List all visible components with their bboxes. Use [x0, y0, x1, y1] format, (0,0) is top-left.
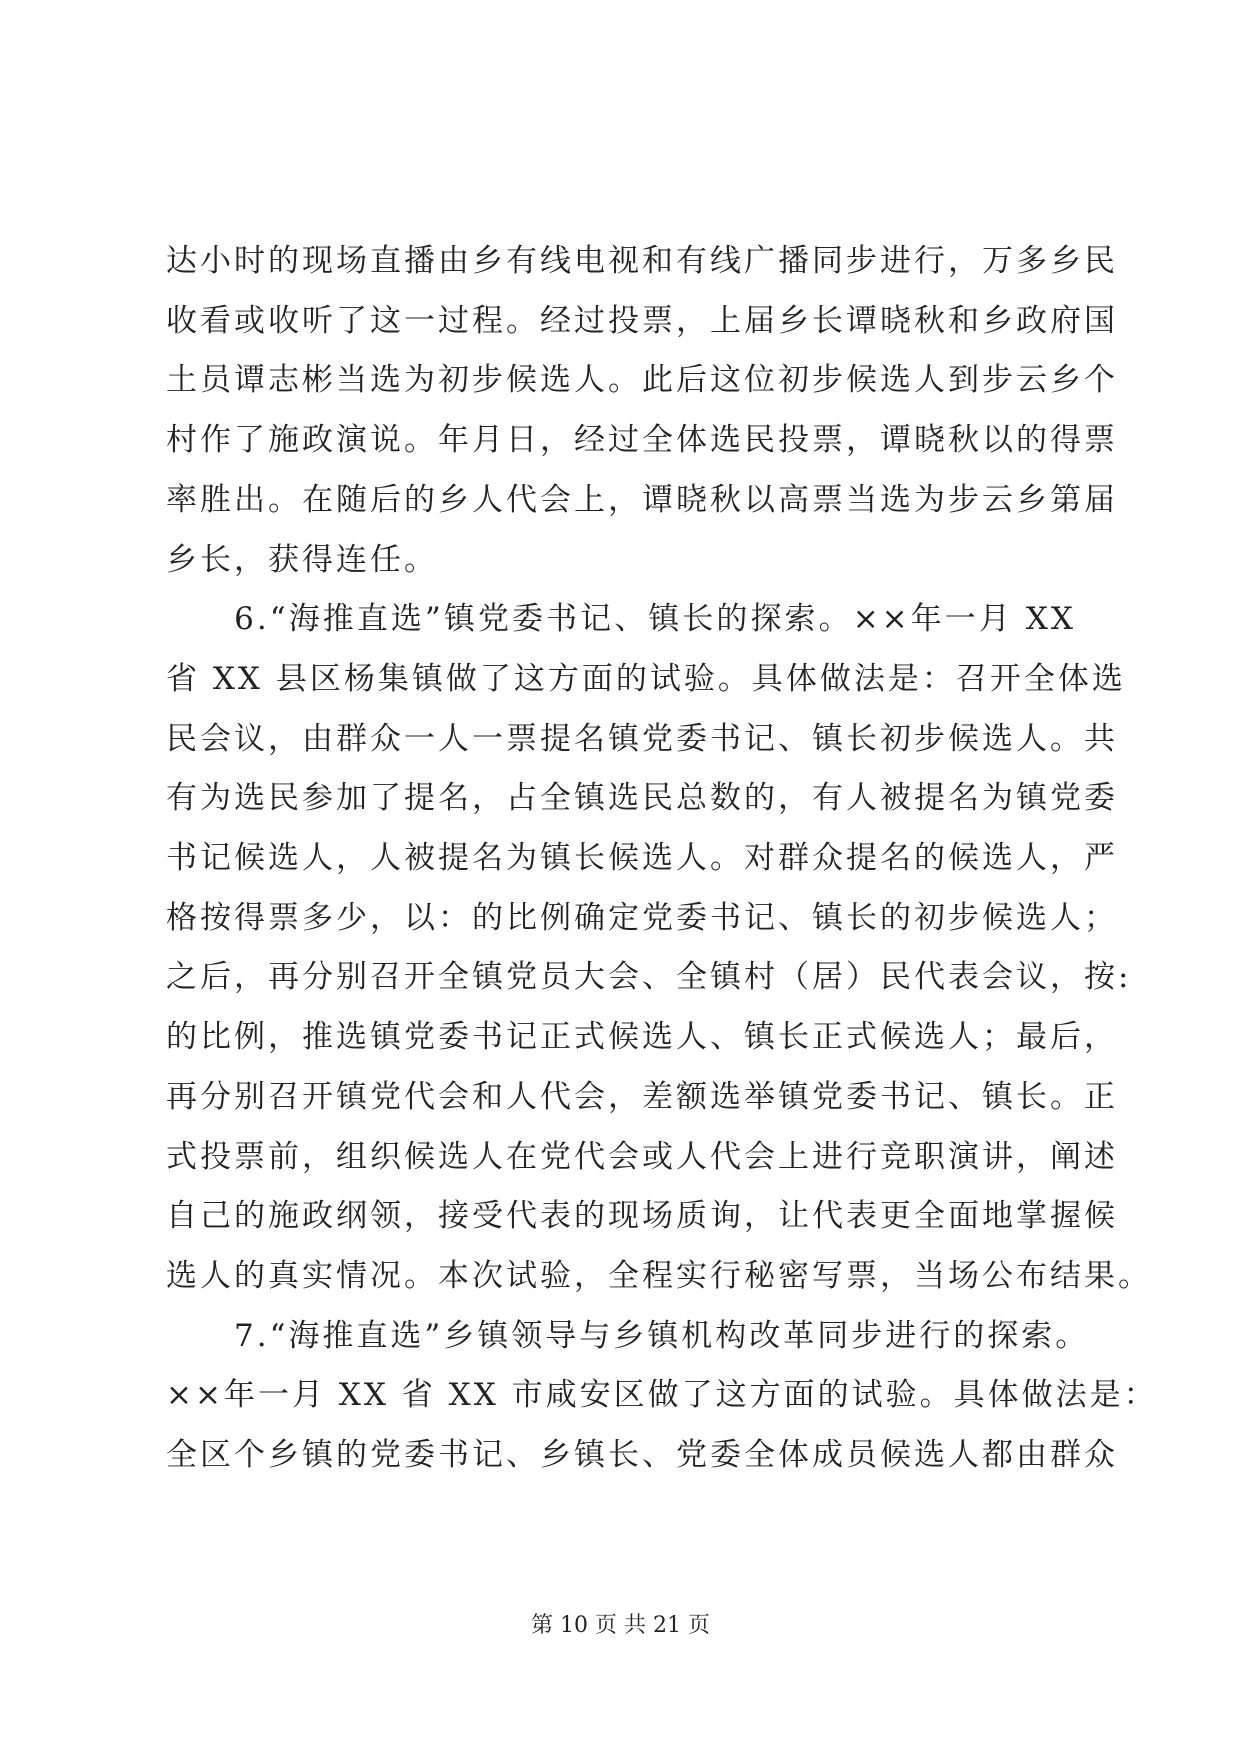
page-footer: [0, 1608, 1241, 1639]
text-line: 民会议，由群众一人一票提名镇党委书记、镇长初步候选人。共: [166, 720, 1118, 757]
text-line: 再分别召开镇党代会和人代会，差额选举镇党委书记、镇长。正: [166, 1078, 1118, 1115]
text-line: 土员谭志彬当选为初步候选人。此后这位初步候选人到步云乡个: [166, 362, 1118, 399]
text-line: 选人的真实情况。本次试验，全程实行秘密写票，当场公布结果。: [166, 1257, 1152, 1294]
text-line: 式投票前，组织候选人在党代会或人代会上进行竞职演讲，阐述: [166, 1138, 1118, 1175]
text-line: 7.“海推直选”乡镇领导与乡镇机构改革同步进行的探索。: [166, 1317, 1090, 1354]
text-line: 格按得票多少，以：的比例确定党委书记、镇长的初步候选人；: [166, 899, 1118, 936]
text-line: 6.“海推直选”镇党委书记、镇长的探索。××年一月 XX: [166, 601, 1076, 638]
text-line: 的比例，推选镇党委书记正式候选人、镇长正式候选人；最后，: [166, 1019, 1118, 1056]
text-line: 全区个乡镇的党委书记、乡镇长、党委全体成员候选人都由群众: [166, 1437, 1118, 1474]
text-line: 率胜出。在随后的乡人代会上，谭晓秋以高票当选为步云乡第届: [166, 481, 1118, 518]
text-line: 村作了施政演说。年月日，经过全体选民投票，谭晓秋以的得票: [166, 422, 1118, 459]
text-line: ××年一月 XX 省 XX 市咸安区做了这方面的试验。具体做法是：: [166, 1377, 1158, 1414]
text-line: 自己的施政纲领，接受代表的现场质询，让代表更全面地掌握候: [166, 1198, 1118, 1235]
text-line: 省 XX 县区杨集镇做了这方面的试验。具体做法是：召开全体选: [166, 660, 1126, 697]
text-line: 达小时的现场直播由乡有线电视和有线广播同步进行，万多乡民: [166, 243, 1118, 279]
text-line: 有为选民参加了提名，占全镇选民总数的，有人被提名为镇党委: [166, 780, 1118, 817]
body-text: [166, 232, 1158, 1486]
text-line: 之后，再分别召开全镇党员大会、全镇村（居）民代表会议，按:: [166, 959, 1132, 996]
text-line: 收看或收听了这一过程。经过投票，上届乡长谭晓秋和乡政府国: [166, 302, 1118, 339]
text-line: 乡长，获得连任。: [166, 541, 438, 578]
page-number-label: 第 10 页 共 21 页: [531, 1613, 710, 1638]
text-line: 书记候选人，人被提名为镇长候选人。对群众提名的候选人，严: [166, 840, 1118, 877]
